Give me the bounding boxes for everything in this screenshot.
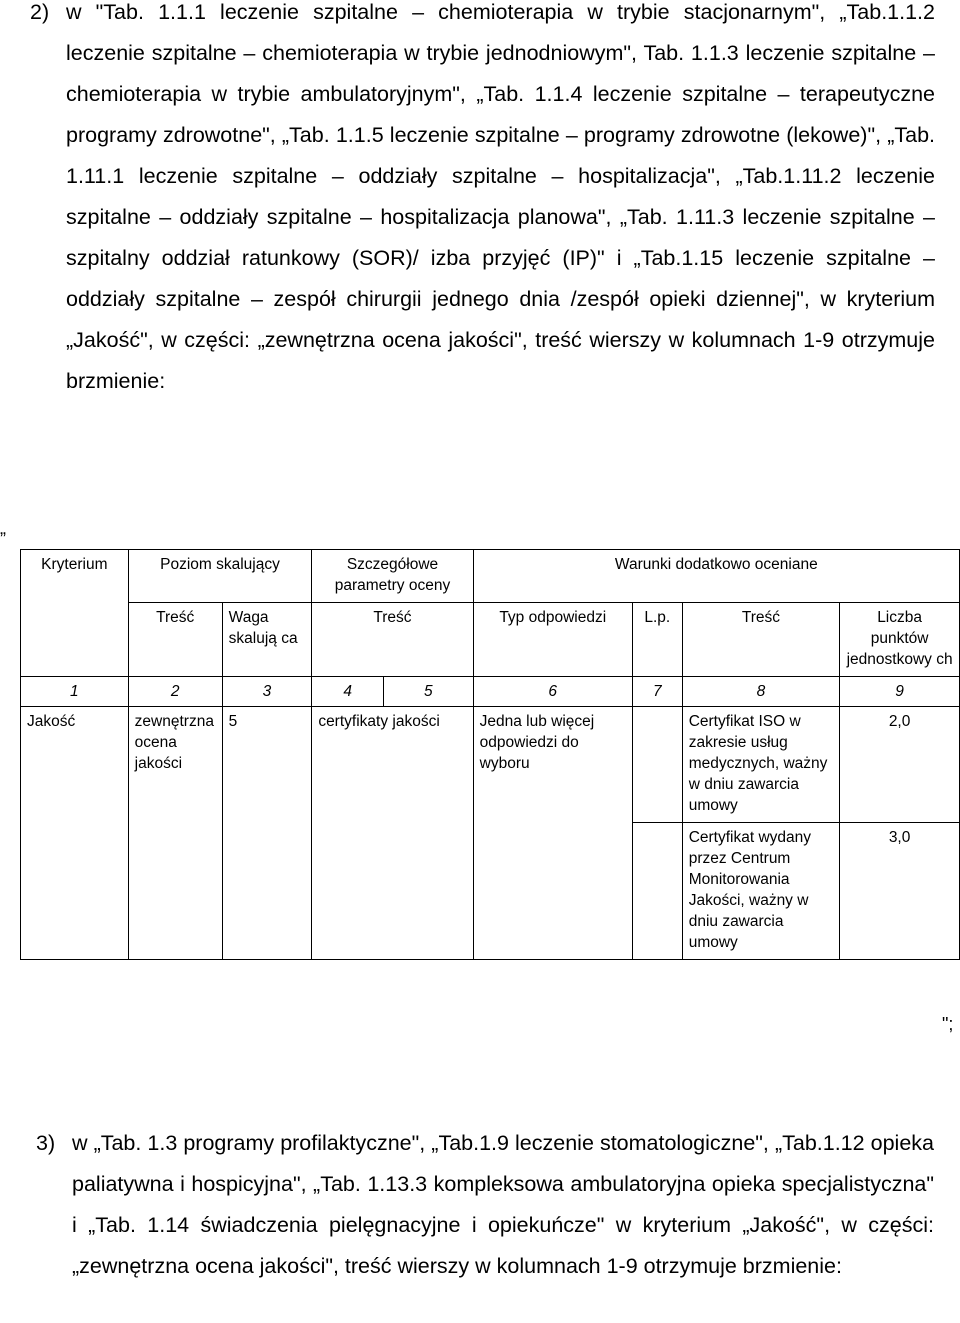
cell-tresc: Certyfikat ISO w zakresie usług medycznych, ważny w dniu zawarcia umowy: [682, 707, 839, 823]
column-number: 5: [384, 677, 474, 707]
header-tresc: Treść: [682, 603, 839, 677]
column-number: 1: [21, 677, 129, 707]
cell-punkty: 3,0: [840, 823, 960, 960]
header-kryterium: Kryterium: [21, 550, 129, 677]
table-column-numbers-row: [21, 677, 960, 707]
column-number: 8: [682, 677, 839, 707]
column-number: 4: [312, 677, 384, 707]
cell-tresc: Certyfikat wydany przez Centrum Monitorowania Jakości, ważny w dniu zawarcia umowy: [682, 823, 839, 960]
table-row: [21, 707, 960, 823]
column-number: 3: [222, 677, 312, 707]
column-number: 2: [128, 677, 222, 707]
paragraph-number: 2): [30, 0, 50, 24]
table-header-row-1: [21, 550, 960, 603]
cell-lp: [632, 707, 682, 823]
column-number: 6: [473, 677, 632, 707]
cell-kryterium: Jakość: [21, 707, 129, 960]
header-poziom-skalujacy: Poziom skalujący: [128, 550, 312, 603]
header-typ-odpowiedzi: Typ odpowiedzi: [473, 603, 632, 677]
cell-lp: [632, 823, 682, 960]
cell-poziom: zewnętrzna ocena jakości: [128, 707, 222, 960]
column-number: 7: [632, 677, 682, 707]
cell-waga: 5: [222, 707, 312, 960]
paragraph-3: [36, 1123, 934, 1287]
header-tresc: Treść: [312, 603, 473, 677]
header-liczba-punktow: Liczba punktów jednostkowy ch: [840, 603, 960, 677]
paragraph-text: w „Tab. 1.3 programy profilaktyczne", „Tab.1.9 leczenie stomatologiczne", „Tab.1.12 opieka paliatywna i hospicyjna", „Tab. 1.13.3 kompleksowa ambulatoryjna opieka specjalistyczna" i „Tab. 1.14 świadczenia pielęgnacyjne i opiekuńcze" w kryterium „Jakość", w części: „zewnętrzna ocena jakości", treść wierszy w kolumnach 1-9 otrzymuje brzmienie:: [72, 1131, 934, 1278]
paragraph-2: [30, 0, 935, 402]
column-number: 9: [840, 677, 960, 707]
opening-quote-mark: „: [0, 518, 6, 538]
cell-typ-odpowiedzi: Jedna lub więcej odpowiedzi do wyboru: [473, 707, 632, 960]
header-tresc: Treść: [128, 603, 222, 677]
header-warunki-dodatkowe: Warunki dodatkowo oceniane: [473, 550, 959, 603]
criteria-table: [20, 549, 960, 960]
paragraph-text: w "Tab. 1.1.1 leczenie szpitalne – chemioterapia w trybie stacjonarnym", „Tab.1.1.2 leczenie szpitalne – chemioterapia w trybie jednodniowym", Tab. 1.1.3 leczenie szpitalne – chemioterapia w trybie ambulatoryjnym", „Tab. 1.1.4 leczenie szpitalne – terapeutyczne programy zdrowotne", „Tab. 1.1.5 leczenie szpitalne – programy zdrowotne (lekowe)", „Tab. 1.11.1 leczenie szpitalne – oddziały szpitalne – hospitalizacja", „Tab.1.11.2 leczenie szpitalne – oddziały szpitalne – hospitalizacja planowa", „Tab. 1.11.3 leczenie szpitalne – szpitalny oddział ratunkowy (SOR)/ izba przyjęć (IP)" i „Tab.1.15 leczenie szpitalne – oddziały szpitalne – zespół chirurgii jednego dnia /zespół opieki dziennej", w kryterium „Jakość", w części: „zewnętrzna ocena jakości", treść wierszy w kolumnach 1-9 otrzymuje brzmienie:: [66, 0, 935, 393]
header-szczegolowe-parametry: Szczegółowe parametry oceny: [312, 550, 473, 603]
cell-parametr: certyfikaty jakości: [312, 707, 473, 960]
closing-quote-mark: ";: [942, 1014, 954, 1034]
header-waga: Waga skalują ca: [222, 603, 312, 677]
paragraph-number: 3): [36, 1131, 56, 1155]
table-header-row-2: [21, 603, 960, 677]
cell-punkty: 2,0: [840, 707, 960, 823]
header-lp: L.p.: [632, 603, 682, 677]
